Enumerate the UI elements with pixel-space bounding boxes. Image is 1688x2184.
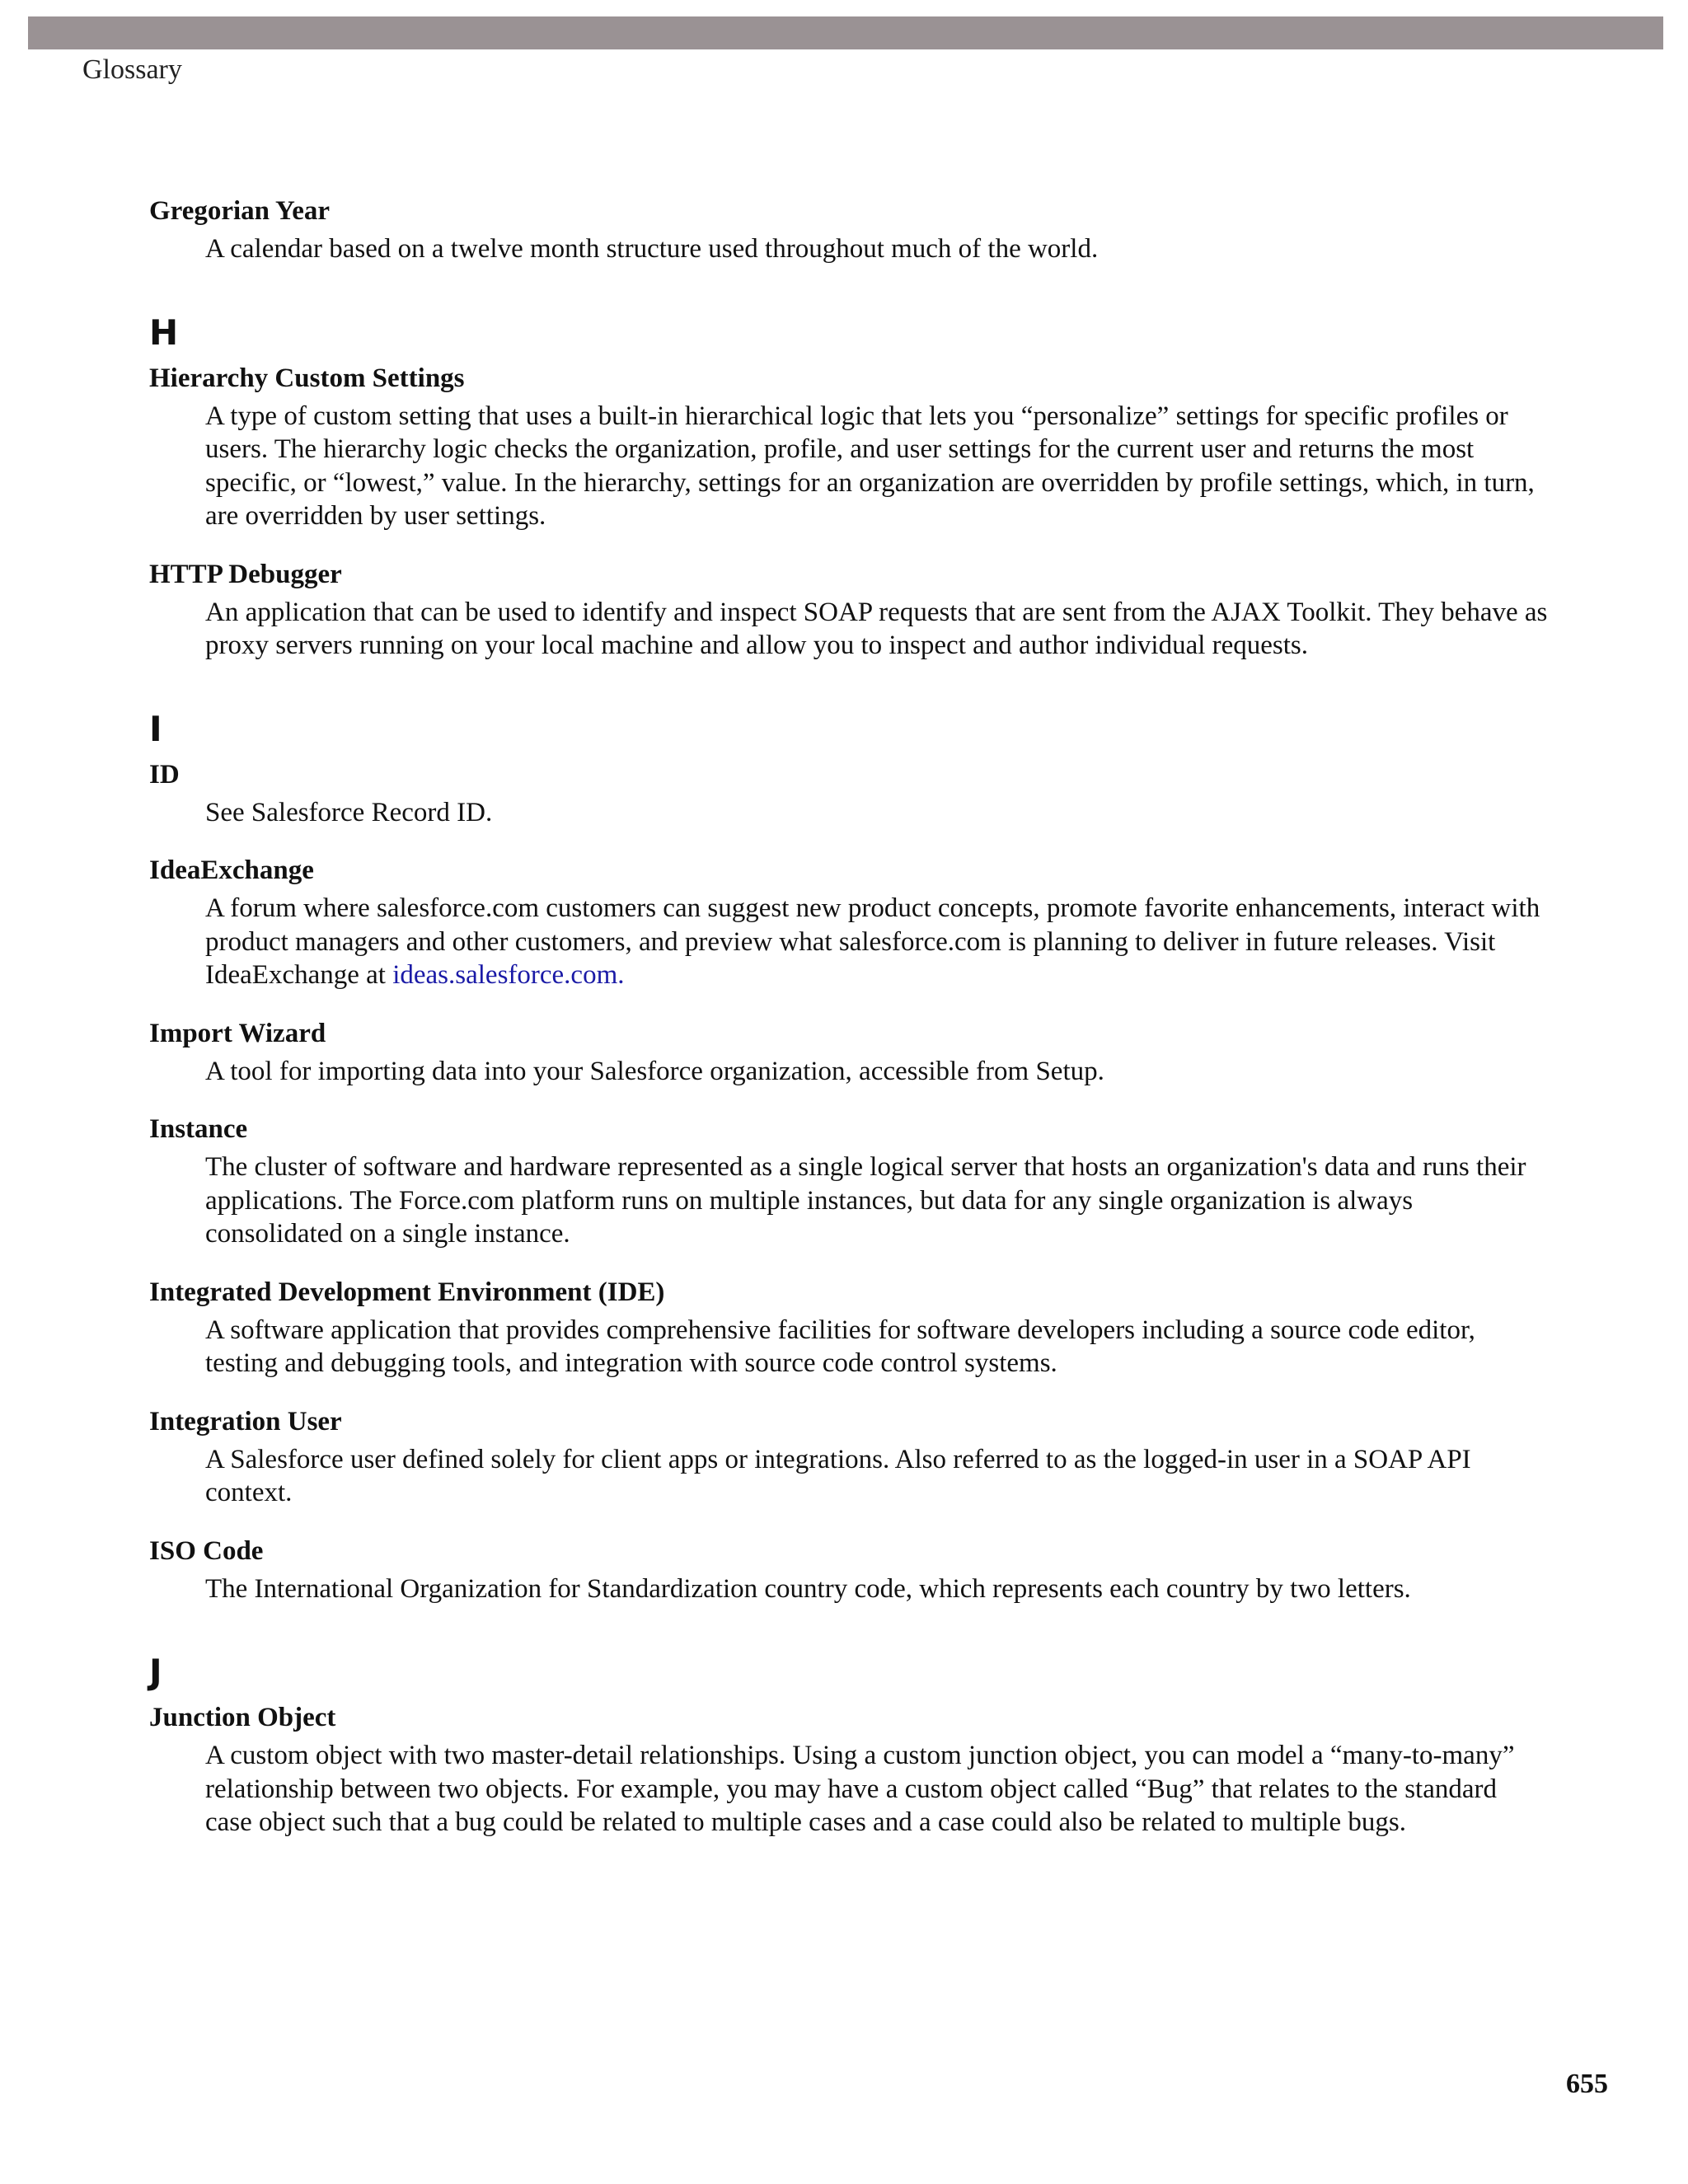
glossary-term: Integration User <box>149 1406 342 1436</box>
glossary-entry <box>149 360 1550 533</box>
glossary-term: ISO Code <box>149 1535 264 1566</box>
section-letter: J <box>149 1652 162 1692</box>
ideaexchange-link[interactable]: ideas.salesforce.com. <box>392 960 625 990</box>
glossary-entry <box>149 1111 1550 1251</box>
glossary-term: IdeaExchange <box>149 855 314 885</box>
section-letter: H <box>149 312 179 353</box>
glossary-definition: A software application that provides comprehensive facilities for software developers including a source code editor, testing and debugging tools, and integration with source code control systems. <box>205 1315 1475 1378</box>
glossary-definition: A calendar based on a twelve month structure used throughout much of the world. <box>205 234 1099 264</box>
section-g <box>149 193 1550 266</box>
glossary-term: Import Wizard <box>149 1018 326 1048</box>
glossary-definition: A type of custom setting that uses a built-in hierarchical logic that lets you “personalize” settings for specific profiles or users. The hierarchy logic checks the organization, profile, and user settings for the current user and returns the most specific, or “lowest,” value. In the hierarchy, settings for an organization are overridden by profile settings, which, in turn, are overridden by user settings. <box>205 401 1535 531</box>
glossary-definition: An application that can be used to identify and inspect SOAP requests that are sent from the AJAX Toolkit. They behave as proxy servers running on your local machine and allow you to inspect and author individual requests. <box>205 597 1548 660</box>
glossary-term: Hierarchy Custom Settings <box>149 363 465 393</box>
glossary-definition: The International Organization for Standardization country code, which represents each country by two letters. <box>205 1573 1411 1604</box>
definition-text: A forum where salesforce.com customers can suggest new product concepts, promote favorite enhancements, interact with product managers and other customers, and preview what salesforce.com is planning to deliver in future releases. Visit IdeaExchange at <box>205 893 1540 990</box>
glossary-entry <box>149 556 1550 663</box>
glossary-term: HTTP Debugger <box>149 559 342 589</box>
glossary-entry <box>149 757 1550 830</box>
glossary-entry <box>149 1274 1550 1380</box>
glossary-term: Gregorian Year <box>149 196 331 226</box>
glossary-entry <box>149 1015 1550 1089</box>
glossary-definition: The cluster of software and hardware represented as a single logical server that hosts an organization's data and runs their applications. The Force.com platform runs on multiple instances, but data for any single organization is always consolidated on a single instance. <box>205 1152 1526 1249</box>
section-h <box>149 312 1550 663</box>
glossary-entry <box>149 852 1550 992</box>
glossary-term: Junction Object <box>149 1703 336 1732</box>
glossary-term: ID <box>149 759 180 790</box>
section-i <box>149 709 1550 1606</box>
section-letter: I <box>149 708 162 749</box>
header-bar <box>28 16 1663 49</box>
glossary-entry <box>149 1404 1550 1510</box>
glossary-definition: A tool for importing data into your Salesforce organization, accessible from Setup. <box>205 1056 1104 1086</box>
section-j <box>149 1652 1550 1840</box>
glossary-definition: A Salesforce user defined solely for client apps or integrations. Also referred to as the logged-in user in a SOAP API context. <box>205 1444 1471 1507</box>
glossary-term: Instance <box>149 1114 248 1144</box>
glossary-definition: A custom object with two master-detail relationships. Using a custom junction object, you can model a “many-to-many” relationship between two objects. For example, you may have a custom object called “Bug” that relates to the standard case object such that a bug could be related to multiple cases and a case could also be related to multiple bugs. <box>205 1741 1515 1837</box>
glossary-entry <box>149 193 1550 266</box>
glossary-entry <box>149 1533 1550 1606</box>
glossary-content <box>149 193 1550 1840</box>
glossary-definition <box>205 892 1550 992</box>
glossary-entry <box>149 1699 1550 1840</box>
page-number: 655 <box>1566 2069 1608 2099</box>
glossary-term: Integrated Development Environment (IDE) <box>149 1277 665 1307</box>
glossary-definition: See Salesforce Record ID. <box>205 797 493 827</box>
running-header: Glossary <box>82 54 182 85</box>
